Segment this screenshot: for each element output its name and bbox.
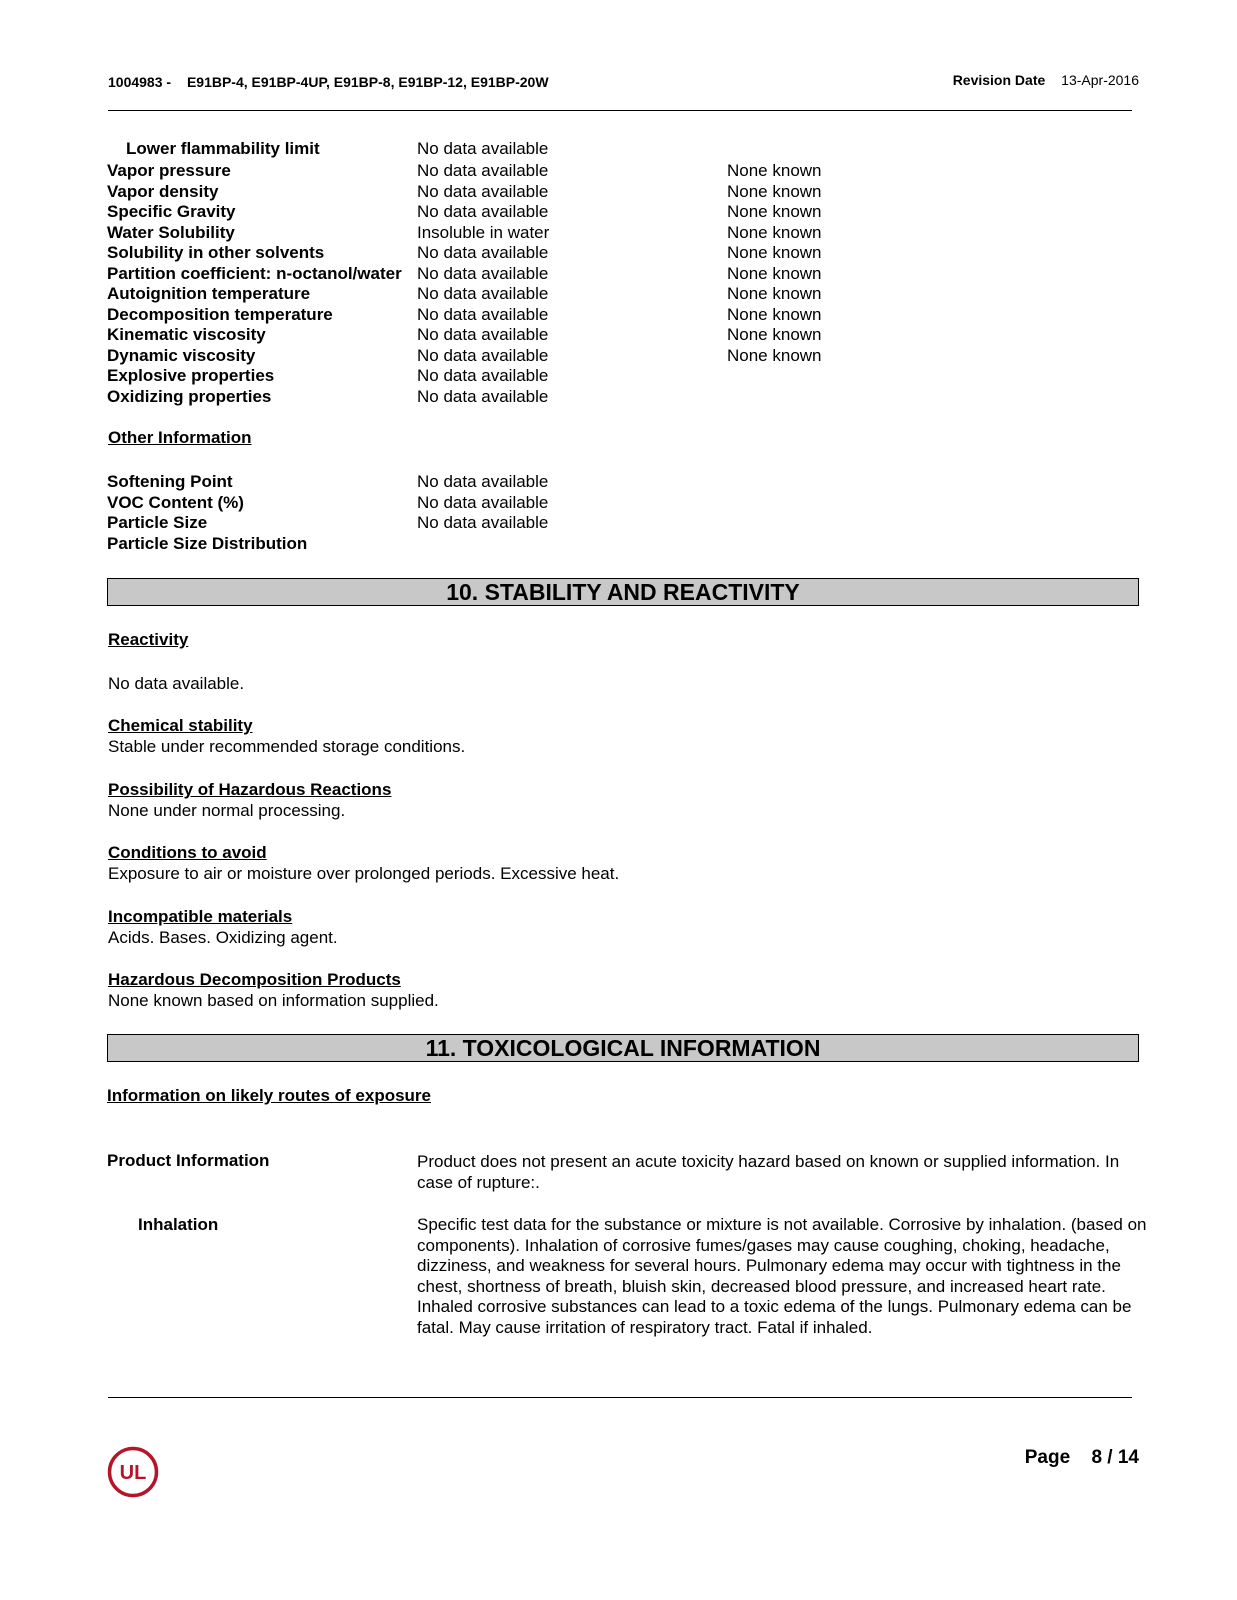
property-row	[0, 304, 1237, 325]
property-name: Softening Point	[107, 472, 233, 491]
property-value: No data available	[417, 305, 549, 324]
conditions-to-avoid-text: Exposure to air or moisture over prolonged periods. Excessive heat.	[108, 864, 620, 883]
property-value: No data available	[417, 243, 549, 262]
property-name: Decomposition temperature	[107, 305, 333, 324]
property-row	[0, 242, 1237, 263]
property-row	[0, 201, 1237, 222]
property-name: Dynamic viscosity	[107, 346, 256, 365]
hazardous-reactions-heading: Possibility of Hazardous Reactions	[108, 780, 392, 799]
decomposition-products-text: None known based on information supplied.	[108, 991, 439, 1010]
other-information-heading: Other Information	[108, 428, 252, 447]
inhalation-text: Specific test data for the substance or mixture is not available. Corrosive by inhalation. (based on components). Inhalation of corrosive fumes/gases may cause coughing, choking, headache, dizziness, and weakness for several hours. Pulmonary edema may occur with tightness in the chest, shortness of breath, bluish skin, decreased blood pressure, and increased heart rate. Inhaled corrosive substances can lead to a toxic edema of the lungs. Pulmonary edema can be fatal. May cause irritation of respiratory tract. Fatal if inhaled.	[417, 1215, 1147, 1337]
property-value: No data available	[417, 366, 549, 385]
property-row	[0, 283, 1237, 304]
product-codes: E91BP-4, E91BP-4UP, E91BP-8, E91BP-12, E91BP-20W	[186, 74, 549, 90]
property-name: Particle Size	[107, 513, 208, 532]
property-row	[0, 160, 1237, 181]
property-row	[0, 365, 1237, 386]
page-label: Page	[1024, 1447, 1071, 1468]
property-value: No data available	[417, 161, 549, 180]
ul-logo-icon	[107, 1446, 159, 1498]
property-method: None known	[727, 182, 822, 201]
page-count: 8 / 14	[1091, 1447, 1139, 1468]
reactivity-heading: Reactivity	[108, 630, 189, 649]
header-divider	[108, 110, 1132, 111]
revision-label: Revision Date	[952, 72, 1046, 88]
property-value: No data available	[417, 284, 549, 303]
property-row	[0, 263, 1237, 284]
property-method: None known	[727, 243, 822, 262]
property-row	[0, 492, 1237, 513]
property-value: No data available	[417, 387, 549, 406]
revision-info	[953, 72, 1139, 88]
footer-divider	[108, 1397, 1132, 1398]
incompatible-materials-heading: Incompatible materials	[108, 907, 293, 926]
ul-logo-text: UL	[119, 1462, 147, 1484]
property-method: None known	[727, 305, 822, 324]
property-value: No data available	[417, 202, 549, 221]
product-information-text: Product does not present an acute toxicity hazard based on known or supplied information. In case of rupture:.	[417, 1152, 1120, 1192]
property-name: VOC Content (%)	[107, 493, 244, 512]
inhalation-label: Inhalation	[138, 1215, 219, 1234]
property-value: No data available	[417, 182, 549, 201]
property-method: None known	[727, 325, 822, 344]
property-method: None known	[727, 264, 822, 283]
property-value: No data available	[417, 139, 549, 158]
property-name: Water Solubility	[107, 223, 235, 242]
property-value: No data available	[417, 264, 549, 283]
property-name: Partition coefficient: n-octanol/water	[107, 264, 402, 283]
property-row	[0, 324, 1237, 345]
reactivity-text: No data available.	[108, 674, 245, 693]
property-method: None known	[727, 346, 822, 365]
property-row	[0, 471, 1237, 492]
conditions-to-avoid-heading: Conditions to avoid	[108, 843, 267, 862]
property-method: None known	[727, 202, 822, 221]
section-10-title: 10. STABILITY AND REACTIVITY	[107, 578, 1139, 606]
property-name: Oxidizing properties	[107, 387, 272, 406]
property-row	[0, 138, 1237, 159]
property-name: Kinematic viscosity	[107, 325, 266, 344]
property-name: Specific Gravity	[107, 202, 236, 221]
property-value: No data available	[417, 493, 549, 512]
document-header	[108, 74, 549, 90]
property-name: Particle Size Distribution	[107, 534, 308, 553]
property-name: Autoignition temperature	[107, 284, 311, 303]
document-id: 1004983 -	[108, 74, 172, 90]
routes-of-exposure-heading: Information on likely routes of exposure	[107, 1086, 431, 1105]
property-row	[0, 512, 1237, 533]
chemical-stability-heading: Chemical stability	[108, 716, 253, 735]
page-number	[1025, 1447, 1139, 1469]
property-row	[0, 222, 1237, 243]
property-row	[0, 533, 1237, 554]
property-value: Insoluble in water	[417, 223, 550, 242]
hazardous-reactions-text: None under normal processing.	[108, 801, 346, 820]
decomposition-products-heading: Hazardous Decomposition Products	[108, 970, 401, 989]
property-row	[0, 386, 1237, 407]
section-11-title: 11. TOXICOLOGICAL INFORMATION	[107, 1034, 1139, 1062]
property-value: No data available	[417, 472, 549, 491]
property-value: No data available	[417, 513, 549, 532]
property-row	[0, 181, 1237, 202]
property-name: Solubility in other solvents	[107, 243, 325, 262]
ul-logo	[107, 1446, 159, 1498]
property-name: Explosive properties	[107, 366, 275, 385]
property-value: No data available	[417, 325, 549, 344]
property-name: Vapor pressure	[107, 161, 231, 180]
property-name: Lower flammability limit	[126, 139, 320, 158]
chemical-stability-text: Stable under recommended storage conditions.	[108, 737, 466, 756]
property-method: None known	[727, 161, 822, 180]
property-method: None known	[727, 223, 822, 242]
property-name: Vapor density	[107, 182, 219, 201]
product-information-label: Product Information	[107, 1151, 270, 1170]
revision-date: 13-Apr-2016	[1061, 72, 1139, 88]
property-method: None known	[727, 284, 822, 303]
property-row	[0, 345, 1237, 366]
incompatible-materials-text: Acids. Bases. Oxidizing agent.	[108, 928, 338, 947]
property-value: No data available	[417, 346, 549, 365]
